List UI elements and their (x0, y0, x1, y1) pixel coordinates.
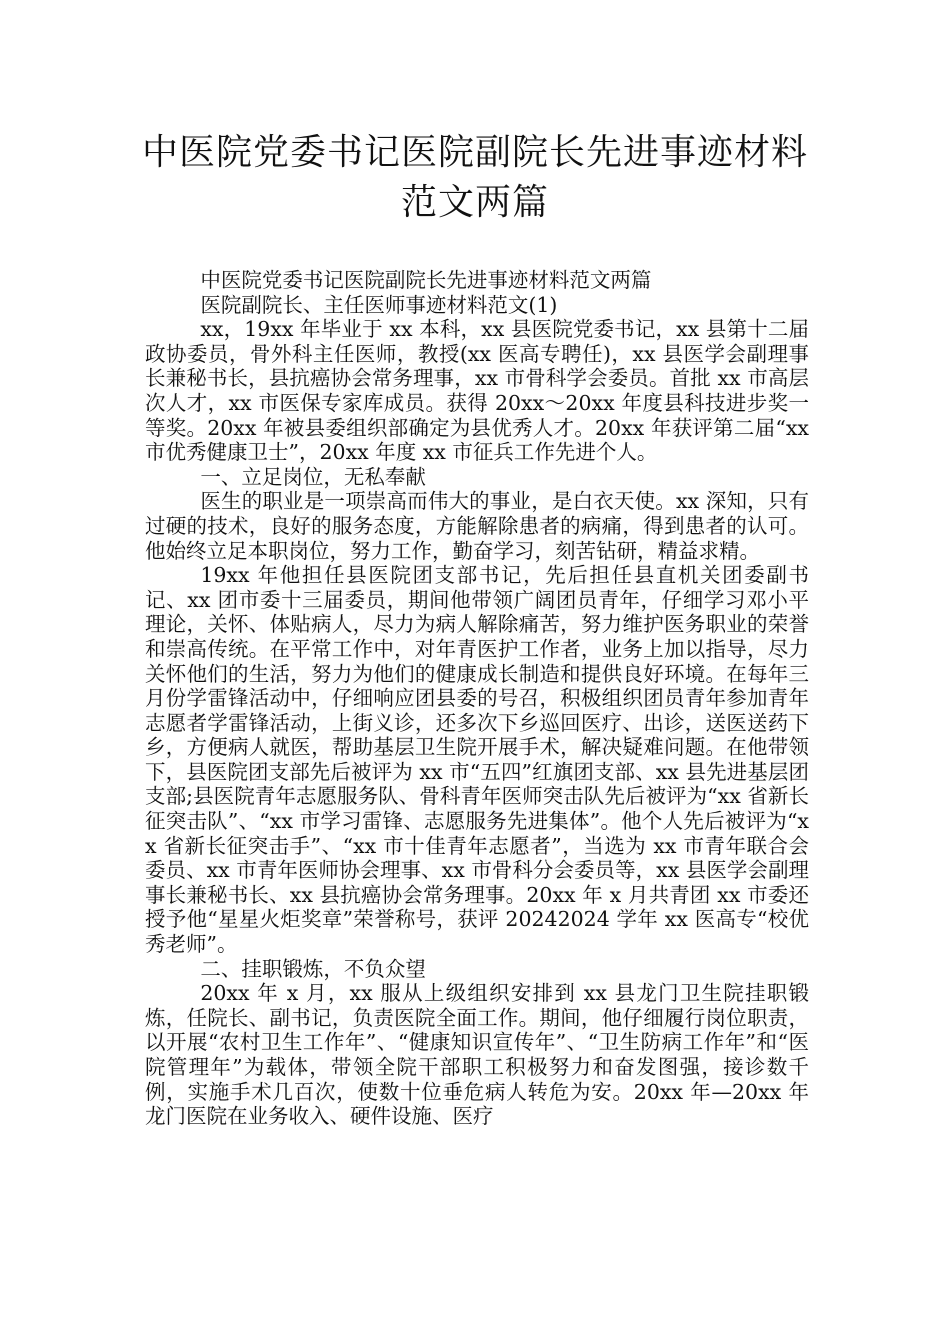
section-label: 医院副院长、主任医师事迹材料范文(1) (200, 292, 558, 317)
subtitle-paragraph: 中医院党委书记医院副院长先进事迹材料范文两篇 (200, 268, 652, 292)
body-paragraph: 医生的职业是一项崇高而伟大的事业，是白衣天使。xx 深知，只有过硬的技术，良好的服务态度，方能解除患者的病痛，得到患者的认可。他始终立足本职岗位，努力工作，勤奋学习，刻苦钻研，精益求精。 (145, 489, 809, 563)
document-title (120, 128, 830, 228)
document-title-line-1: 中医院党委书记医院副院长先进事迹材料 (141, 132, 808, 173)
body-paragraph: xx，19xx 年毕业于 xx 本科，xx 县医院党委书记，xx 县第十二届政协委员，骨外科主任医师，教授(xx 医高专聘任)，xx 县医学会副理事长兼秘书长，县抗癌协会常务理事，xx 市骨科学会委员。首批 xx 市高层次人才，xx 市医保专家库成员。获得 20xx～20xx 年度县科技进步奖一等奖。20xx 年被县委组织部确定为县优秀人才。20xx 年获评第二届“xx 市优秀健康卫士”，20xx 年度 xx 市征兵工作先进个人。 (145, 317, 809, 465)
document-title-line-2: 范文两篇 (400, 182, 549, 223)
body-paragraph: 20xx 年 x 月，xx 服从上级组织安排到 xx 县龙门卫生院挂职锻炼，任院长、副书记，负责医院全面工作。期间，他仔细履行岗位职责，以开展“农村卫生工作年”、“健康知识宣传年”、“卫生防病工作年”和“医院管理年”为载体，带领全院干部职工积极努力和奋发图强，接诊数千例，实施手术几百次，使数十位垂危病人转危为安。20xx 年—20xx 年龙门医院在业务收入、硬件设施、医疗 (145, 981, 809, 1129)
document-body (145, 268, 809, 1129)
body-paragraph: 19xx 年他担任县医院团支部书记，先后担任县直机关团委副书记、xx 团市委十三届委员，期间他带领广阔团员青年，仔细学习邓小平理论，关怀、体贴病人，尽力为病人解除痛苦，努力维护医务职业的荣誉和崇高传统。在平常工作中，对年青医护工作者，业务上加以指导，尽力关怀他们的生活，努力为他们的健康成长制造和提供良好环境。在每年三月份学雷锋活动中，仔细响应团县委的号召，积极组织团员青年参加青年志愿者学雷锋活动，上街义诊，还多次下乡巡回医疗、出诊，送医送药下乡，方便病人就医，帮助基层卫生院开展手术，解决疑难问题。在他带领下，县医院团支部先后被评为 xx 市“五四”红旗团支部、xx 县先进基层团支部;县医院青年志愿服务队、骨科青年医师突击队先后被评为“xx 省新长征突击队”、“xx 市学习雷锋、志愿服务先进集体”。他个人先后被评为“xx 省新长征突击手”、“xx 市十佳青年志愿者”，当选为 xx 市青年联合会委员、xx 市青年医师协会理事、xx 市骨科分会委员等，xx 县医学会副理事长兼秘书长、xx 县抗癌协会常务理事。20xx 年 x 月共青团 xx 市委还授予他“星星火炬奖章”荣誉称号，获评 20242024 学年 xx 医高专“校优秀老师”。 (145, 563, 809, 957)
section-heading: 二、挂职锻炼，不负众望 (200, 956, 426, 981)
section-heading: 一、立足岗位，无私奉献 (200, 464, 426, 489)
